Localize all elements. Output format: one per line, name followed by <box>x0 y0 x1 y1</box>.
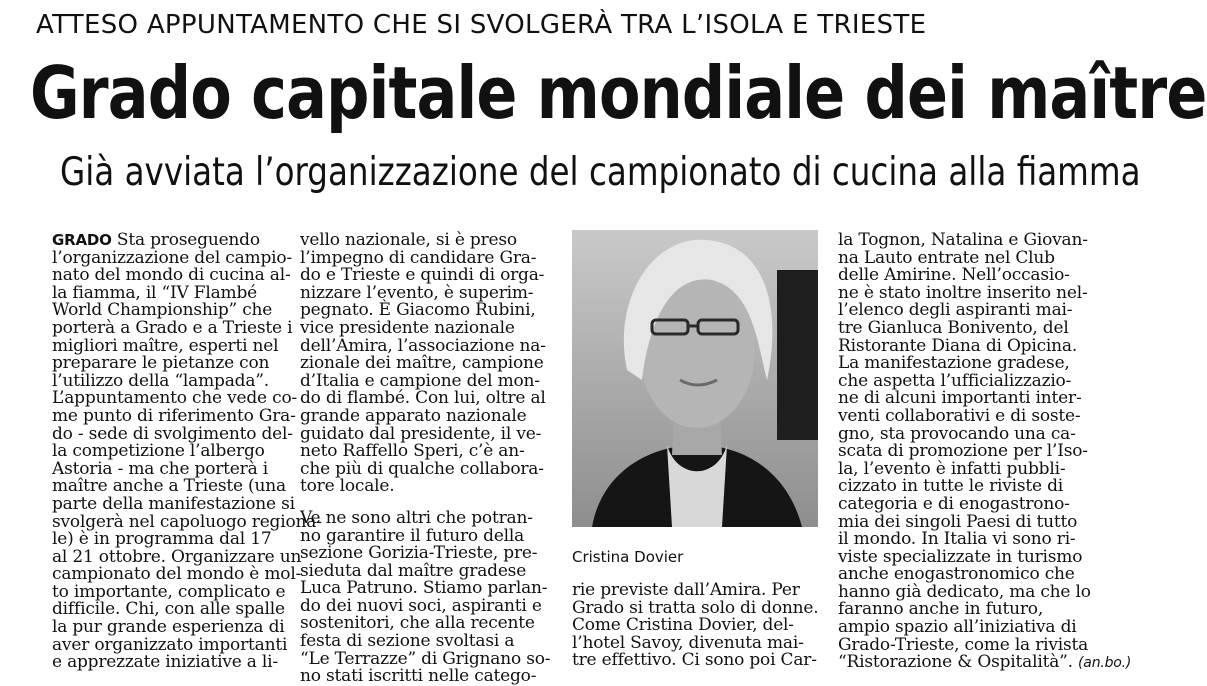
column-line: mia dei singoli Paesi di tutto <box>838 511 1078 532</box>
column-line: hanno già dedicato, ma che lo <box>838 581 1091 602</box>
column-line: l’impegno di candidare Gra- <box>300 247 537 268</box>
column-line: maître anche a Trieste (una <box>52 476 286 497</box>
column-line: zionale dei maître, campione <box>300 353 544 374</box>
column-line: porterà a Grado e a Trieste i <box>52 317 293 338</box>
column-line: che più di qualche collabora- <box>300 458 544 479</box>
column-line-text: “Ristorazione & Ospitalità”. <box>838 652 1079 673</box>
column-line: faranno anche in futuro, <box>838 599 1044 620</box>
column-line <box>838 652 1132 673</box>
column-line: delle Amirine. Nell’occasio- <box>838 265 1070 286</box>
column-line: che aspetta l’ufficializzazio- <box>838 370 1072 391</box>
article-headline: Grado capitale mondiale dei maître <box>30 51 1207 135</box>
column-line: venti collaborativi e di soste- <box>838 405 1081 426</box>
column-line: parte della manifestazione si <box>52 493 295 514</box>
column-line: na Lauto entrate nel Club <box>838 247 1055 268</box>
column-line: d’Italia e campione del mon- <box>300 370 540 391</box>
column-line: campionato del mondo è mol- <box>52 564 302 585</box>
photo-caption: Cristina Dovier <box>572 548 684 566</box>
column-line: Astoria - ma che porterà i <box>52 458 268 479</box>
column-line: ampio spazio all’iniziativa di <box>838 617 1077 638</box>
column-line: vice presidente nazionale <box>300 317 515 338</box>
column-line: tore locale. <box>300 476 395 497</box>
column-line: anche enogastronomico che <box>838 564 1075 585</box>
column-line: do e Trieste e quindi di orga- <box>300 265 545 286</box>
article-column-1 <box>52 230 322 673</box>
column-line: viste specializzate in turismo <box>838 546 1083 567</box>
article-photo <box>572 230 818 527</box>
column-line: rie previste dall’Amira. Per <box>572 580 800 600</box>
column-line: l’elenco degli aspiranti mai- <box>838 300 1073 321</box>
article-column-3 <box>572 582 822 670</box>
column-line: nato del mondo di cucina al- <box>52 265 291 286</box>
column-line: L’appuntamento che vede co- <box>52 388 298 409</box>
article-dateline: GRADO <box>52 231 112 249</box>
column-line: World Championship” che <box>52 300 273 321</box>
column-line: La manifestazione gradese, <box>838 353 1070 374</box>
column-line: ne è stato inoltre inserito nel- <box>838 282 1088 303</box>
column-line: aver organizzato importanti <box>52 634 288 655</box>
column-line: “Le Terrazze” di Grignano so- <box>300 648 551 669</box>
column-line: sostenitori, che alla recente <box>300 613 535 634</box>
column-line: migliori maître, esperti nel <box>52 335 279 356</box>
column-line: guidato dal presidente, il ve- <box>300 423 542 444</box>
column-line: do dei nuovi soci, aspiranti e <box>300 595 542 616</box>
column-line: me punto di riferimento Gra- <box>52 405 296 426</box>
column-line: la Tognon, Natalina e Giovan- <box>838 230 1088 250</box>
column-line: la, l’evento è infatti pubbli- <box>838 458 1066 479</box>
column-line: la competizione l’albergo <box>52 441 265 462</box>
column-line: no garantire il futuro della <box>300 525 525 546</box>
column-line: la pur grande esperienza di <box>52 617 285 638</box>
column-line: Ve ne sono altri che potran- <box>300 507 533 528</box>
column-line: cizzato in tutte le riviste di <box>838 476 1064 497</box>
column-line: to importante, complicato e <box>52 581 286 602</box>
column-line: Come Cristina Dovier, del- <box>572 615 794 636</box>
column-line: difficile. Chi, con alle spalle <box>52 599 285 620</box>
column-line: e apprezzate iniziative a li- <box>52 652 278 673</box>
column-line: scata di promozione per l’Iso- <box>838 441 1088 462</box>
column-line: l’organizzazione del campio- <box>52 247 292 268</box>
column-line: ne di alcuni importanti inter- <box>838 388 1082 409</box>
column-line: al 21 ottobre. Organizzare un <box>52 546 302 567</box>
author-signature: (an.bo.) <box>1078 655 1132 672</box>
photo-door-shadow <box>777 270 818 440</box>
column-line-text: Sta proseguendo <box>111 230 260 250</box>
article-kicker: ATTESO APPUNTAMENTO CHE SI SVOLGERÀ TRA L’ISOLA E TRIESTE <box>36 10 927 40</box>
column-line <box>52 232 280 250</box>
column-line: festa di sezione svoltasi a <box>300 631 515 652</box>
column-line: pegnato. È Giacomo Rubini, <box>300 300 536 321</box>
column-line: tre effettivo. Ci sono poi Car- <box>572 650 817 671</box>
column-line: tre Gianluca Bonivento, del <box>838 317 1069 338</box>
column-line: sieduta dal maître gradese <box>300 560 527 581</box>
column-line: preparare le pietanze con <box>52 353 270 374</box>
column-line: svolgerà nel capoluogo regiona- <box>52 511 322 532</box>
column-line: dell’Amira, l’associazione na- <box>300 335 546 356</box>
column-line: do - sede di svolgimento del- <box>52 423 293 444</box>
column-line: l’utilizzo della “lampada”. <box>52 370 269 391</box>
column-line: il mondo. In Italia vi sono ri- <box>838 529 1076 550</box>
column-line: no stati iscritti nelle catego- <box>300 666 537 686</box>
column-line: do di flambé. Con lui, oltre al <box>300 388 546 409</box>
column-line: Ristorante Diana di Opicina. <box>838 335 1078 356</box>
column-line: la fiamma, il “IV Flambé <box>52 282 258 303</box>
column-line: Luca Patruno. Stiamo parlan- <box>300 578 548 599</box>
column-line: sezione Gorizia-Trieste, pre- <box>300 543 538 564</box>
column-line: vello nazionale, si è preso <box>300 230 517 250</box>
column-line: Grado-Trieste, come la rivista <box>838 634 1089 655</box>
column-line: Grado si tratta solo di donne. <box>572 597 819 618</box>
column-line: neto Raffello Speri, c’è an- <box>300 441 525 462</box>
column-line: gno, sta provocando una ca- <box>838 423 1076 444</box>
article-column-4 <box>838 230 1132 673</box>
portrait-illustration <box>572 230 818 527</box>
article-subhead: Già avviata l’organizzazione del campionato di cucina alla fiamma <box>60 150 1141 195</box>
column-line: le) è in programma dal 17 <box>52 529 272 550</box>
column-line: nizzare l’evento, è superim- <box>300 282 534 303</box>
column-line: grande apparato nazionale <box>300 405 527 426</box>
column-line: categoria e di enogastrono- <box>838 493 1070 514</box>
column-line: l’hotel Savoy, divenuta mai- <box>572 632 804 653</box>
article-column-2 <box>300 232 558 686</box>
